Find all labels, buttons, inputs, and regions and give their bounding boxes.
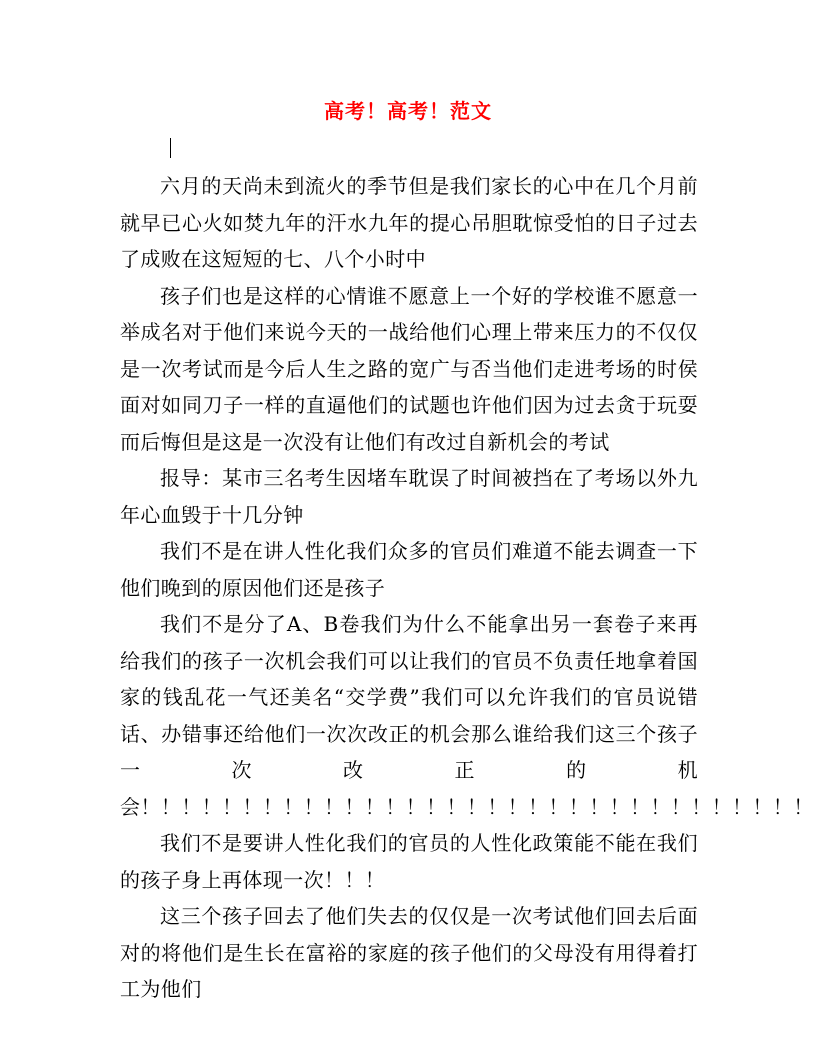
paragraph: 这三个孩子回去了他们失去的仅仅是一次考试他们回去后面对的将他们是生长在富裕的家庭的孩子他们的父母没有用得着打工为他们 <box>120 904 698 1001</box>
paragraph: 我们不是分了A、B卷我们为什么不能拿出另一套卷子来再给我们的孩子一次机会我们可以让我们的官员不负责任地拿着国家的钱乱花一气还美名“交学费”我们可以允许我们的官员说错话、办错事还给他们一次次改正的机会那么谁给我们这三个孩子一次改正的机会！！！！！！！！！！！！！！！！！！！！！！！！！！！！！！！！！ <box>120 612 814 819</box>
paragraph: 报导：某市三名考生因堵车耽误了时间被挡在了考场以外九年心血毁于十几分钟 <box>120 466 698 527</box>
paragraph: 孩子们也是这样的心情谁不愿意上一个好的学校谁不愿意一举成名对于他们来说今天的一战给他们心理上带来压力的不仅仅是一次考试而是今后人生之路的宽广与否当他们走进考场的时侯面对如同刀子一样的直逼他们的试题也许他们因为过去贪于玩耍而后悔但是这是一次没有让他们有改过自新机会的考试 <box>120 283 698 454</box>
text-cursor <box>170 138 171 158</box>
document-title: 高考！高考！范文 <box>324 99 492 123</box>
paragraph: 六月的天尚未到流火的季节但是我们家长的心中在几个月前就早已心火如焚九年的汗水九年的提心吊胆耽惊受怕的日子过去了成败在这短短的七、八个小时中 <box>120 174 698 271</box>
paragraph: 我们不是要讲人性化我们的官员的人性化政策能不能在我们的孩子身上再体现一次！！！ <box>120 831 698 892</box>
paragraph: 我们不是在讲人性化我们众多的官员们难道不能去调查一下他们晚到的原因他们还是孩子 <box>120 539 698 600</box>
document-body <box>120 168 814 1008</box>
